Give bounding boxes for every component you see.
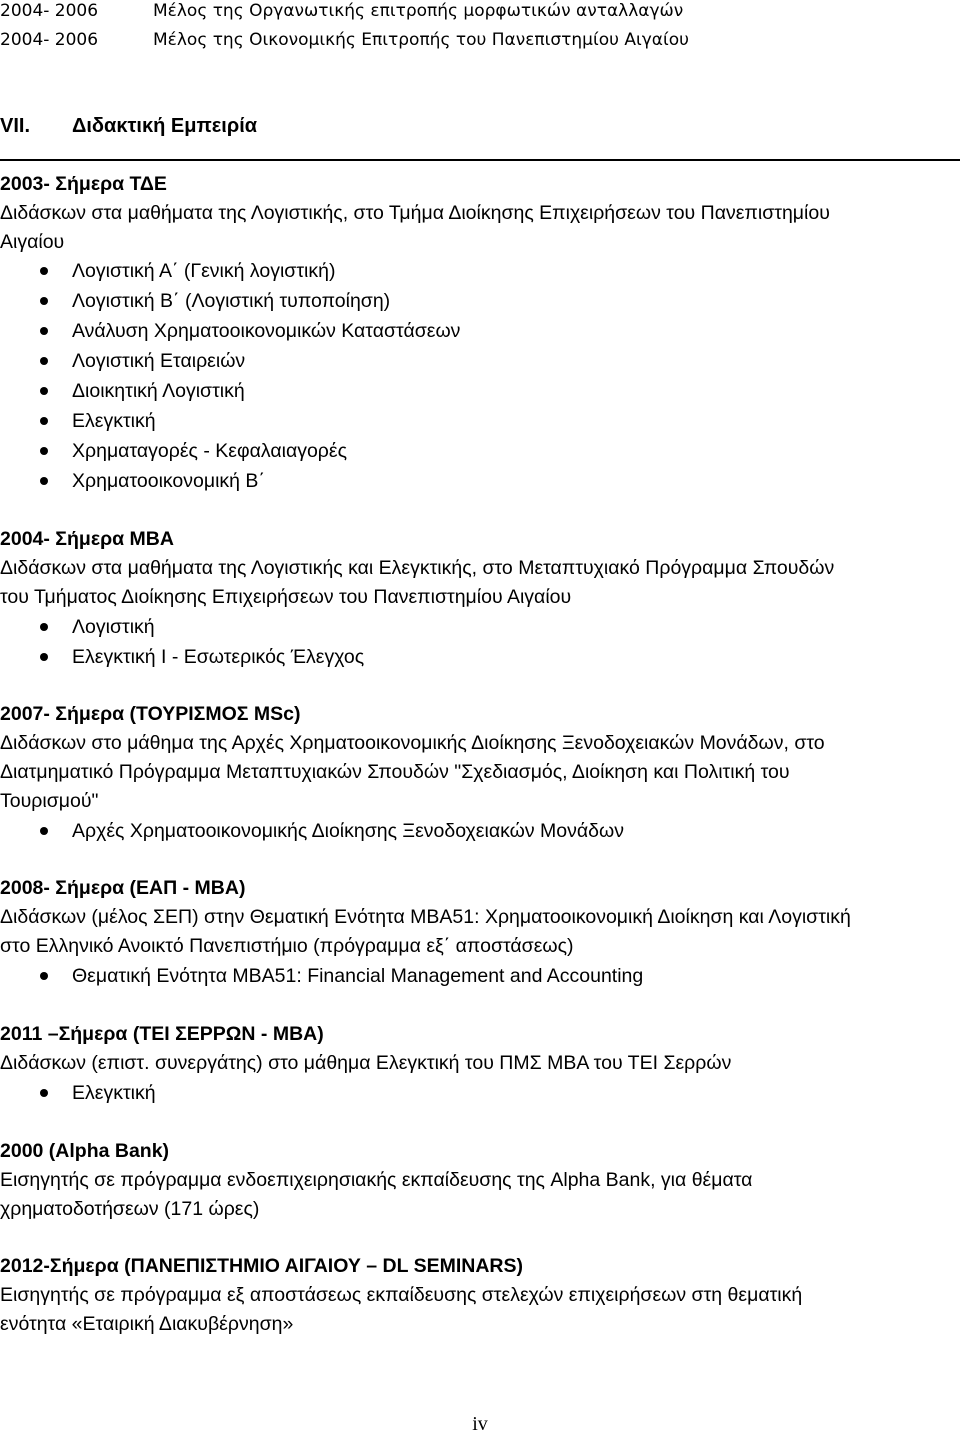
- list-item: Λογιστική: [72, 616, 155, 638]
- section-divider: [0, 159, 960, 161]
- entry-heading: 2004- Σήμερα ΜΒΑ: [0, 528, 174, 550]
- list-item: Λογιστική Β΄ (Λογιστική τυποποίηση): [72, 290, 391, 312]
- entry-heading: 2012-Σήμερα (ΠΑΝΕΠΙΣΤΗΜΙΟ ΑΙΓΑΙΟΥ – DL SEMINARS): [0, 1255, 523, 1277]
- entry-description: Εισηγητής σε πρόγραμμα εξ αποστάσεως εκπαίδευσης στελεχών επιχειρήσεων στη θεματική: [0, 1284, 803, 1306]
- list-item: Ανάλυση Χρηματοοικονομικών Καταστάσεων: [72, 320, 461, 342]
- list-item: Ελεγκτική Ι - Εσωτερικός Έλεγχος: [72, 646, 365, 668]
- entry-description: Εισηγητής σε πρόγραμμα ενδοεπιχειρησιακής εκπαίδευσης της Alpha Bank, για θέματα: [0, 1169, 753, 1191]
- entry-description: στο Ελληνικό Ανοικτό Πανεπιστήμιο (πρόγραμμα εξ΄ αποστάσεως): [0, 935, 574, 957]
- list-item: Διοικητική Λογιστική: [72, 380, 245, 402]
- entry-description: Διδάσκων (επιστ. συνεργάτης) στο μάθημα Ελεγκτική του ΠΜΣ ΜΒΑ του ΤΕΙ Σερρών: [0, 1052, 732, 1074]
- entry-heading: 2003- Σήμερα ΤΔΕ: [0, 173, 167, 195]
- committee-years: 2004- 2006: [0, 1, 99, 21]
- entry-description: Διδάσκων στο μάθημα της Αρχές Χρηματοοικονομικής Διοίκησης Ξενοδοχειακών Μονάδων, στο: [0, 732, 825, 754]
- list-item: Χρηματαγορές - Κεφαλαιαγορές: [72, 440, 347, 462]
- list-item: Λογιστική Εταιρειών: [72, 350, 246, 372]
- committee-text: Μέλος της Οργανωτικής επιτροπής μορφωτικών ανταλλαγών: [153, 1, 684, 21]
- entry-heading: 2011 –Σήμερα (ΤΕΙ ΣΕΡΡΩΝ - ΜΒΑ): [0, 1023, 324, 1045]
- section-number: VII.: [0, 115, 31, 137]
- entry-description: του Τμήματος Διοίκησης Επιχειρήσεων του Πανεπιστημίου Αιγαίου: [0, 586, 572, 608]
- entry-description: Τουρισμού": [0, 790, 99, 812]
- list-item: Ελεγκτική: [72, 410, 156, 432]
- bullet-icon: [40, 827, 48, 835]
- entry-heading: 2000 (Alpha Bank): [0, 1140, 170, 1162]
- section-title: Διδακτική Εμπειρία: [72, 115, 258, 137]
- entry-description: Διδάσκων (μέλος ΣΕΠ) στην Θεματική Ενότητα ΜΒΑ51: Χρηματοοικονομική Διοίκηση και Λογιστική: [0, 906, 851, 928]
- bullet-icon: [40, 653, 48, 661]
- bullet-icon: [40, 417, 48, 425]
- entry-heading: 2007- Σήμερα (ΤΟΥΡΙΣΜΟΣ MSc): [0, 703, 301, 725]
- page-number: iv: [472, 1413, 488, 1435]
- bullet-icon: [40, 623, 48, 631]
- bullet-icon: [40, 387, 48, 395]
- bullet-icon: [40, 447, 48, 455]
- bullet-icon: [40, 357, 48, 365]
- list-item: Θεματική Ενότητα ΜΒΑ51: Financial Management and Accounting: [72, 965, 644, 987]
- committee-years: 2004- 2006: [0, 30, 99, 50]
- entry-description: Διατμηματικό Πρόγραμμα Μεταπτυχιακών Σπουδών "Σχεδιασμός, Διοίκηση και Πολιτική του: [0, 761, 790, 783]
- bullet-icon: [40, 297, 48, 305]
- entry-heading: 2008- Σήμερα (ΕΑΠ - ΜΒΑ): [0, 877, 246, 899]
- entry-description: Διδάσκων στα μαθήματα της Λογιστικής, στο Τμήμα Διοίκησης Επιχειρήσεων του Πανεπιστημίου: [0, 202, 830, 224]
- entry-description: Διδάσκων στα μαθήματα της Λογιστικής και Ελεγκτικής, στο Μεταπτυχιακό Πρόγραμμα Σπουδών: [0, 557, 835, 579]
- bullet-icon: [40, 267, 48, 275]
- bullet-icon: [40, 1089, 48, 1097]
- entry-description: χρηματοδοτήσεων (171 ώρες): [0, 1198, 260, 1220]
- list-item: Αρχές Χρηματοοικονομικής Διοίκησης Ξενοδοχειακών Μονάδων: [72, 820, 624, 842]
- entry-description: ενότητα «Εταιρική Διακυβέρνηση»: [0, 1313, 294, 1335]
- list-item: Ελεγκτική: [72, 1082, 156, 1104]
- list-item: Λογιστική Α΄ (Γενική λογιστική): [72, 260, 336, 282]
- entry-description: Αιγαίου: [0, 231, 65, 253]
- committee-text: Μέλος της Οικονομικής Επιτροπής του Πανεπιστημίου Αιγαίου: [153, 30, 689, 50]
- bullet-icon: [40, 327, 48, 335]
- bullet-icon: [40, 477, 48, 485]
- list-item: Χρηματοοικονομική Β΄: [72, 470, 265, 492]
- bullet-icon: [40, 972, 48, 980]
